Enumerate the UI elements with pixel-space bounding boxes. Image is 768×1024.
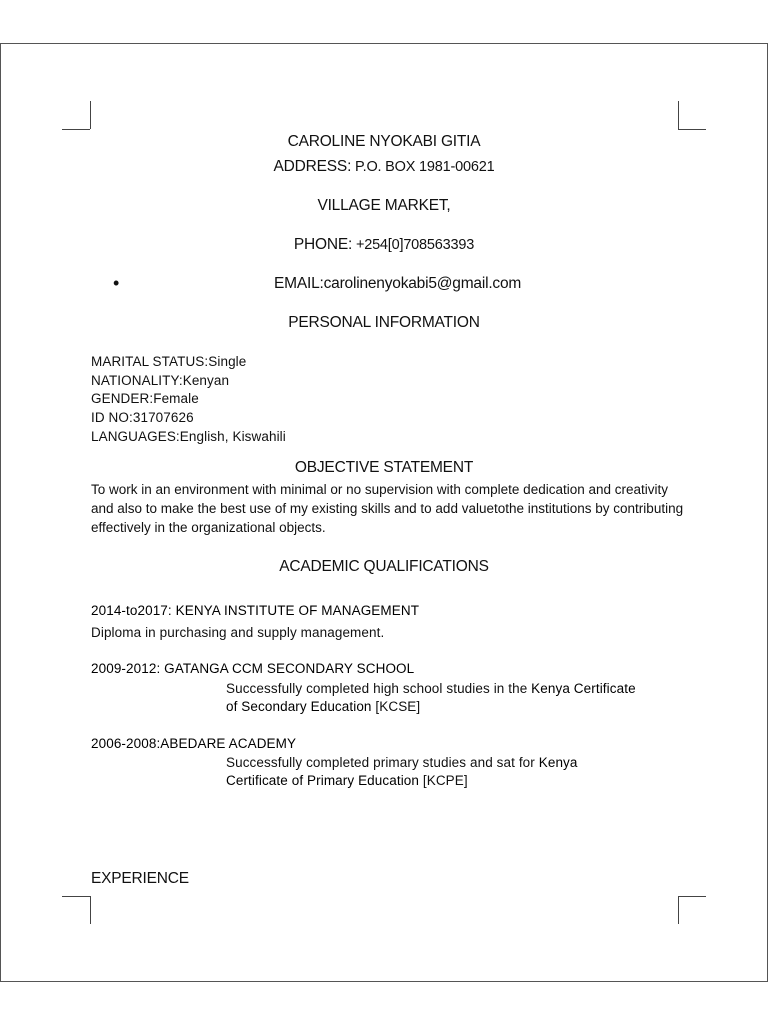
academic-entry-heading: 2006-2008:ABEDARE ACADEMY (91, 736, 297, 751)
objective-title: OBJECTIVE STATEMENT (294, 459, 474, 476)
personal-item-label: ID NO: (91, 410, 133, 425)
academic-entry-text (226, 773, 468, 788)
personal-item-marital (91, 354, 246, 369)
email-value: carolinenyokabi5@gmail.com (323, 275, 522, 292)
academic-entry-text (226, 699, 420, 714)
personal-item-value: Single (208, 354, 247, 369)
personal-item-languages (91, 429, 286, 444)
candidate-name: CAROLINE NYOKABI GITIA (287, 133, 481, 150)
personal-item-label: MARITAL STATUS: (91, 354, 209, 369)
academic-entry-heading: 2009-2012: GATANGA CCM SECONDARY SCHOOL (91, 661, 415, 676)
address-line (0, 158, 768, 176)
address-label: ADDRESS: (273, 158, 352, 175)
academic-entry-text-plain: Successfully completed primary studies and sat for (226, 755, 539, 770)
personal-item-gender (91, 391, 199, 406)
email-line (274, 275, 521, 293)
phone-value: +254[0]708563393 (352, 237, 475, 253)
address-line-2: VILLAGE MARKET, (317, 197, 451, 214)
email-label: EMAIL: (274, 275, 324, 292)
personal-item-nationality (91, 373, 229, 388)
academic-entry-text-strong: of Secondary Education (226, 699, 372, 714)
personal-item-value: Kenyan (182, 373, 230, 388)
personal-info-title: PERSONAL INFORMATION (288, 314, 480, 331)
address-value: P.O. BOX 1981-00621 (351, 159, 495, 175)
academic-entry-text-strong: Certificate of Primary Education (226, 773, 420, 788)
personal-item-value: Female (153, 391, 199, 406)
objective-text: To work in an environment with minimal or no supervision with complete dedication and creativity and also to make the best use of my existing skills and to add valuetothe institutions by contributing effectively in the organizational objects. (91, 482, 684, 535)
academic-entry-text-strong: Kenya (538, 755, 578, 770)
academic-entry-text-strong: Kenya Certificate (531, 681, 636, 696)
bullet-icon: • (113, 273, 120, 293)
personal-item-value: English, Kiswahili (179, 429, 286, 444)
academic-entry-heading: 2014-to2017: KENYA INSTITUTE OF MANAGEMENT (91, 603, 420, 618)
personal-item-label: LANGUAGES: (91, 429, 180, 444)
personal-item-value: 31707626 (132, 410, 194, 425)
academic-entry-text: Diploma in purchasing and supply management. (91, 625, 385, 640)
phone-line (0, 236, 768, 254)
personal-item-label: GENDER: (91, 391, 154, 406)
academic-entry-text (226, 755, 578, 770)
personal-item-id (91, 410, 194, 425)
academic-title: ACADEMIC QUALIFICATIONS (279, 558, 489, 575)
phone-label: PHONE: (293, 236, 353, 253)
academic-entry-text (226, 681, 636, 696)
academic-entry-text-plain: Successfully completed high school studies in the (226, 681, 532, 696)
academic-entry-text-plain: [KCSE] (371, 699, 421, 714)
personal-item-label: NATIONALITY: (91, 373, 183, 388)
experience-title: EXPERIENCE (91, 870, 189, 887)
academic-entry-text-plain: [KCPE] (419, 773, 468, 788)
